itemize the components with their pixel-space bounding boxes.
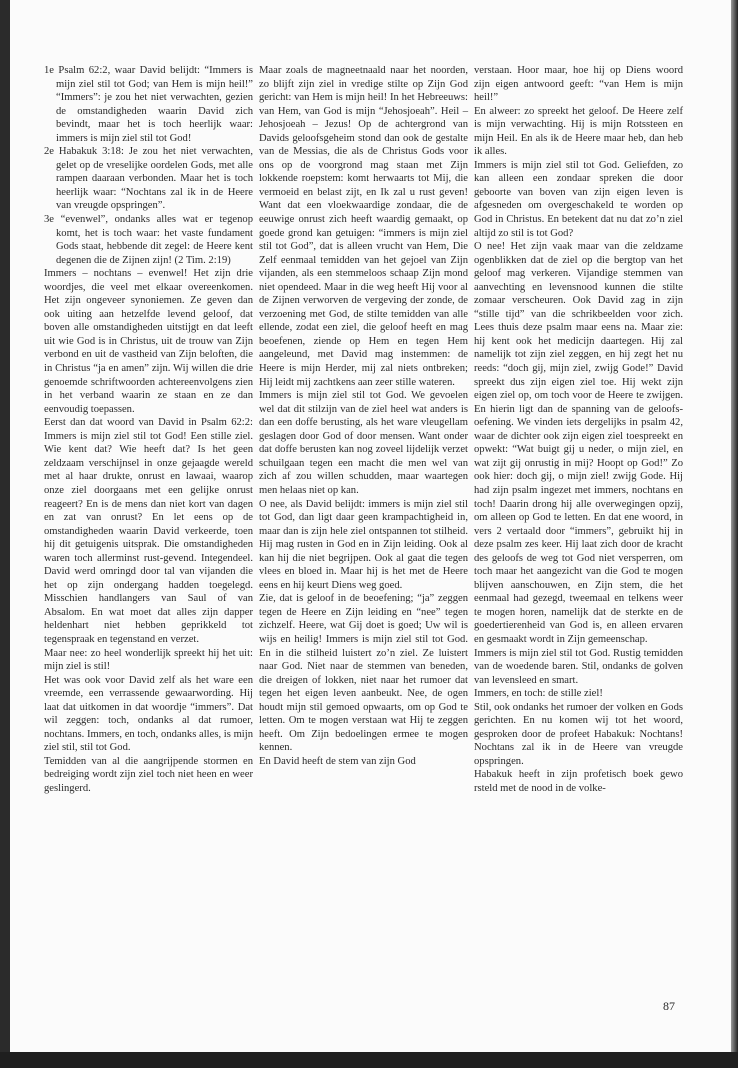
paragraph: verstaan. Hoor maar, hoe hij op Diens woord zijn eigen antwoord geeft: “van Hem is mijn heil!”: [474, 65, 683, 104]
paragraph: O nee, als David belijdt: immers is mijn ziel stil tot God, dan ligt daar geen krampachtigheid in, maar dan is zijn hele ziel ontspannen tot stilheid. Hij mag rusten in God en in Zijn leiding. Ook al kan hij die niet begrijpen. Ook al gaat die tegen vlees en bloed in. Maar hij is het met de Heere eens en hij keurt Diens weg goed.: [259, 498, 468, 591]
text-column-2: [259, 64, 468, 768]
scan-right-edge: [731, 0, 738, 1068]
book-page: [10, 0, 731, 1052]
text-column-3: [474, 64, 683, 796]
paragraph: Maar nee: zo heel wonderlijk spreekt hij het uit: mijn ziel is stil!: [44, 647, 253, 673]
paragraph: Immers is mijn ziel stil tot God. Geliefden, zo kan alleen een zondaar spreken die door geboorte van boven van zijn eigen leven is afgesneden om overgeschakeld te worden op God in Christus. En betekent dat nu dat zo’n ziel altijd zo stil is tot God?: [474, 159, 683, 239]
paragraph: Stil, ook ondanks het rumoer der volken en Gods gerichten. En nu komen wij tot het woord, gesproken door de profeet Habakuk: Nochtans! Nochtans zal ik in de Heere van vreugde opspringen.: [474, 701, 683, 767]
paragraph: Immers is mijn ziel stil tot God. We gevoelen wel dat dit stilzijn van de ziel heel wat anders is dan een doffe berusting, als het ware vleugellam geslagen door God of door mensen. Want onder dat doffe berusten kan nog zoveel lijdelijk verzet schuilgaan tegen een macht die men wel van zich af zou willen schudden, maar waartegen men helaas niet op kan.: [259, 390, 468, 496]
paragraph: 3e “evenwel”, ondanks alles wat er tegenop komt, het is toch waar: het vaste fundament Gods staat, hebbende dit zegel: de Heere kent degenen die de Zijnen zijn! (2 Tim. 2:19): [44, 214, 253, 266]
paragraph: Immers is mijn ziel stil tot God. Rustig temidden van de woedende baren. Stil, ondanks de golven van levensleed en smart.: [474, 647, 683, 686]
paragraph: 1e Psalm 62:2, waar David belijdt: “Immers is mijn ziel stil tot God; van Hem is mijn heil!” “Immers”: je zou het niet verwachten, gezien de omstandigheden waarin David zich bevindt, maar het is toch heerlijk waar: immers is mijn ziel stil tot God!: [44, 65, 253, 144]
paragraph: Habakuk heeft in zijn profetisch boek gewo rsteld met de nood in de volke-: [474, 769, 683, 794]
paragraph: En alweer: zo spreekt het geloof. De Heere zelf is mijn verwachting. Hij is mijn Rotssteen en mijn Heil. En als ik de Heere maar heb, dan heb ik alles.: [474, 105, 683, 158]
paragraph: Immers – nochtans – evenwel! Het zijn drie woordjes, die veel met elkaar overeenkomen. Het zijn ongeveer synoniemen. Ze geven dan ook uiting aan hetzelfde levend geloof, dat boven alle omstandigheden uitstijgt en dat leeft uit wie God is in Christus, uit de trouw van Zijn verbond en uit de vastheid van Zijn beloften, die in Christus “ja en amen” zijn. Wij willen die drie genoemde schriftwoorden achtereenvolgens zien in het verband waarin ze staan en ze dan eenvoudig toepassen.: [44, 268, 253, 415]
page-number: 87: [663, 999, 675, 1013]
scan-bottom-edge: [0, 1052, 738, 1068]
paragraph: Eerst dan dat woord van David in Psalm 62:2: Immers is mijn ziel stil tot God! Een stille ziel. Wie kent dat? Wie heeft dat? Is het geen zeldzaam verschijnsel in onze gejaagde wereld met al haar drukte, onrust en lawaai, waarop onze ziel doorgaans met een gelijke onrust reageert? En is de mens dan niet kort van dagen en zat van onrust? En let eens op de omstandigheden waarin David verkeerde, toen hij dit getuigenis uitsprak. Die omstandigheden waren toch allerminst rust-gevend. Integendeel. David werd omringd door tal van vijanden die het op zijn ondergang hadden toegelegd. Misschien handlangers van Saul of van Absalom. En wat moet dat alles zijn dapper heldenhart niet hebben geprikkeld tot tegenspraak en tegenstand en verzet.: [44, 417, 253, 645]
paragraph: O nee! Het zijn vaak maar van die zeldzame ogenblikken dat de ziel op die bergtop van het geloof mag verkeren. Vijandige stemmen van aanvechting en levensnood kunnen die stilte zomaar verscheuren. Ook David zag in zijn “stille tijd” van die schrikbeelden voor zich. Lees thuis deze psalm maar eens na. Maar zie: hij kent ook het medicijn daartegen. Hij zal namelijk tot zijn ziel zeggen, en hij zegt het nu reeds: “doch gij, mijn ziel, zwijg Gode!” David spreekt dus zijn eigen ziel toe. Hij wekt zijn eigen ziel op, om toch voor de Heere te zwijgen. En hierin ligt dan de spanning van de geloofs-oefening. We vinden iets dergelijks in psalm 42, waar de dichter ook zijn eigen ziel toespreekt en opwekt: “Wat buigt gij u neder, o mijn ziel, en wat zijt gij onrustig in mij? Hoopt op God!” Zo ook hier: doch gij, o mijn ziel! zwijg Gode. Hij had zijn psalm ingezet met immers, nochtans en toch! Daarin drong hij alle overwegingen opzij, om alleen op God te letten. En dat ene woord, in vers 2 vertaald door “immers”, gebruikt hij in deze psalm zes keer. Hij laat zich door de kracht des geloofs de weg tot God niet versperren, om toch maar het aangezicht van die God te mogen blijven aanschouwen, en Zijn stem, die het eenmaal had gezegd, tweemaal en telkens weer te mogen horen, namelijk dat de sterkte en de goedertierenheid van God is, en alleen ervaren en gesmaakt wordt in Zijn gemeenschap.: [474, 241, 683, 645]
paragraph: 2e Habakuk 3:18: Je zou het niet verwachten, gelet op de vreselijke oordelen Gods, met alle rampen daaraan verbonden. Maar het is toch heerlijk waar: “Nochtans zal ik in de Heere van vreugde opspringen”.: [44, 146, 253, 212]
paragraph: Temidden van al die aangrijpende stormen en bedreiging wordt zijn ziel toch niet heen en weer geslingerd.: [44, 755, 253, 794]
paragraph: Zie, dat is geloof in de beoefening; “ja” zeggen tegen de Heere en Zijn leiding en “nee” tegen zichzelf. Heere, wat Gij doet is goed; Uw wil is wijs en heilig! Immers is mijn ziel stil tot God. En in die stilheid luistert zo’n ziel. Ze luistert naar God. Niet naar de stemmen van beneden, die dreigen of lokken, niet naar het rumoer dat tegen het eigen leven aanbeukt. Nee, de ogen houdt mijn stil gemoed opwaarts, om op God te letten. Om te mogen verstaan wat Hij te zeggen heeft. Om Zijn bedoelingen ermee te mogen kennen.: [259, 593, 468, 754]
paragraph: Immers, en toch: de stille ziel!: [474, 688, 603, 700]
scan-left-edge: [0, 0, 10, 1068]
paragraph: Het was ook voor David zelf als het ware een vreemde, een verrassende gewaarwording. Hij laat dat uitkomen in dat woordje “immers”. Dat wil zeggen: toch, ondanks al dat rumoer, nochtans. Immers, en toch, ondanks alles, is mijn ziel stil, stil tot God.: [44, 674, 253, 754]
paragraph: En David heeft de stem van zijn God: [259, 755, 416, 767]
text-column-1: [44, 64, 253, 796]
paragraph: Maar zoals de magneetnaald naar het noorden, zo blijft zijn ziel in vredige stilte op Zijn God gericht: van Hem is mijn heil! In het Hebreeuws: van Hem, van God is mijn “Jehosjoeah”. Heil – Jehosjoeah – Jezus! Op de achtergrond van Davids geloofsgeheim stond dan ook de gestalte van de Messias, die als de Christus Gods voor ons op de voorgrond mag staan met Zijn lokkende roepstem: komt herwaarts tot Mij, die vermoeid en belast zijt, en Ik zal u rust geven! Want dat een vloekwaardige zondaar, die de eeuwige onrust zich heeft waardig gemaakt, op goede grond kan getuigen: “immers is mijn ziel stil tot God”, dat is alleen vrucht van Hem, Die Zelf eenmaal temidden van het gejoel van Zijn vijanden, als een stemmeloos schaap Zijn mond niet opendeed. Maar in die weg heeft Hij voor al de Zijnen verworven de vergeving der zonde, de verzoening met God, de stilte temidden van alle ellende, zodat een ziel, die geloof heeft en mag beoefenen, ziende op Hem en tegen Hem aangeleund, met David mag instemmen: de Heere is mijn Herder, mij zal niets ontbreken; Hij leidt mij zachtkens aan zeer stille wateren.: [259, 65, 468, 388]
